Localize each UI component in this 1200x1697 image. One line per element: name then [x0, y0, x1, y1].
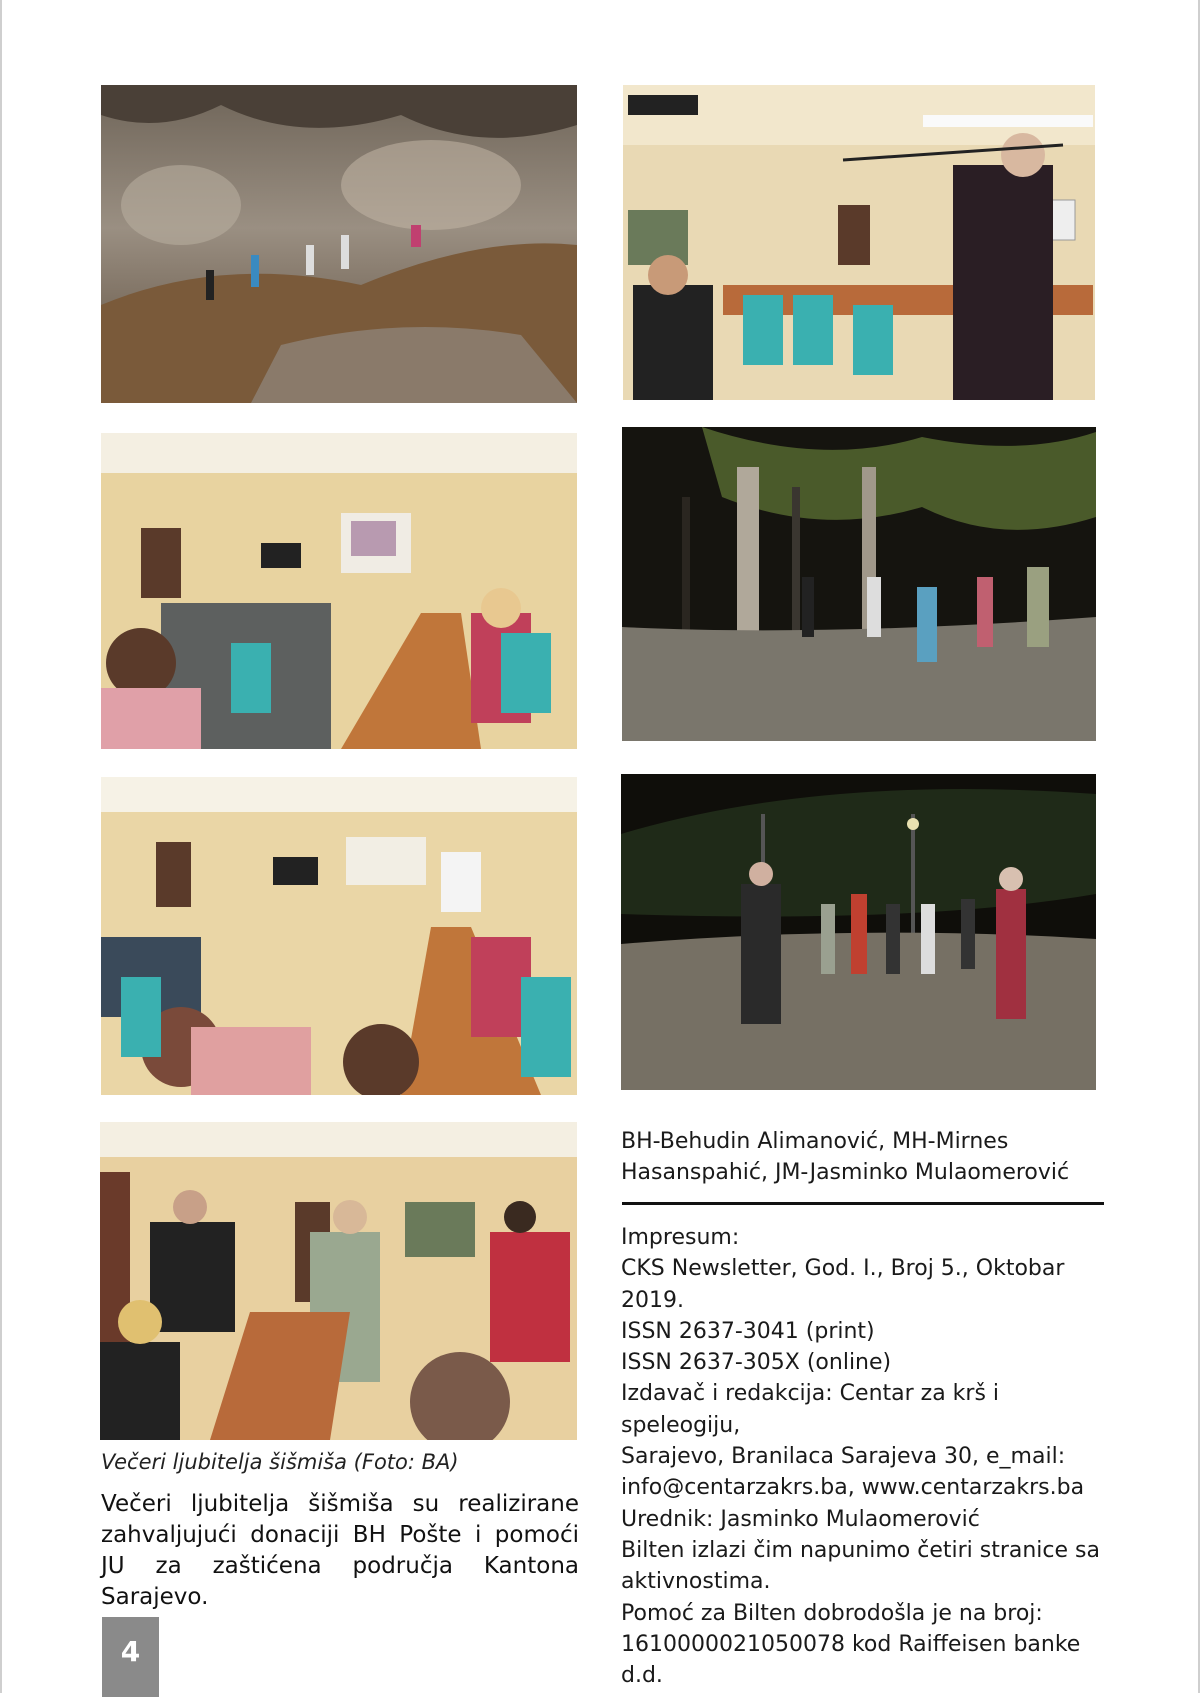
page-number: 4 — [102, 1617, 159, 1697]
issn-print: ISSN 2637-3041 (print) — [621, 1318, 875, 1344]
seminar-room-photo-1 — [101, 433, 577, 749]
impresum-heading: Impresum: — [621, 1225, 740, 1250]
article-text — [101, 1489, 579, 1644]
section-divider — [622, 1202, 1104, 1205]
night-forest-photo — [622, 427, 1096, 741]
publisher-line: info@centarzakrs.ba, www.centarzakrs.ba — [621, 1475, 1085, 1501]
photo-caption: Večeri ljubitelja šišmiša (Foto: BA) — [101, 1450, 459, 1474]
editor-line: Urednik: Jasminko Mulaomerović — [621, 1506, 980, 1532]
impresum-line: CKS Newsletter, God. I., Broj 5., Oktobar — [621, 1256, 1065, 1282]
donation-line: Pomoć za Bilten dobrodošla je na broj: — [621, 1600, 1043, 1626]
photo-credits — [621, 1126, 1101, 1188]
lecture-antenna-photo — [623, 85, 1095, 400]
note-line: Bilten izlazi čim napunimo četiri stranice sa — [621, 1537, 1100, 1563]
credits-line: BH-Behudin Alimanović, MH-Mirnes — [621, 1129, 1009, 1154]
impresum — [621, 1222, 1111, 1691]
cave-photo — [101, 85, 577, 403]
publisher-line: Sarajevo, Branilaca Sarajeva 30, e_mail: — [621, 1444, 1066, 1470]
night-clearing-photo — [621, 774, 1096, 1090]
note-line: aktivnostima. — [621, 1569, 771, 1595]
impresum-line: 2019. — [621, 1287, 684, 1313]
article-body: Večeri ljubitelja šišmiša su realizirane zahvaljujući donaciji BH Pošte i pomoći JU za zaštićena područja Kantona Sarajevo. — [101, 1491, 579, 1610]
issn-online: ISSN 2637-305X (online) — [621, 1350, 892, 1376]
credits-line: Hasanspahić, JM-Jasminko Mulaomerović — [621, 1160, 1070, 1185]
donation-line: 1610000021050078 kod Raiffeisen banke d.d. — [621, 1631, 1081, 1689]
publisher-line: Izdavač i redakcija: Centar za krš i speleogiju, — [621, 1381, 1000, 1438]
group-discussion-photo — [100, 1122, 577, 1440]
article-author — [101, 1613, 579, 1644]
seminar-room-photo-2 — [101, 777, 577, 1095]
